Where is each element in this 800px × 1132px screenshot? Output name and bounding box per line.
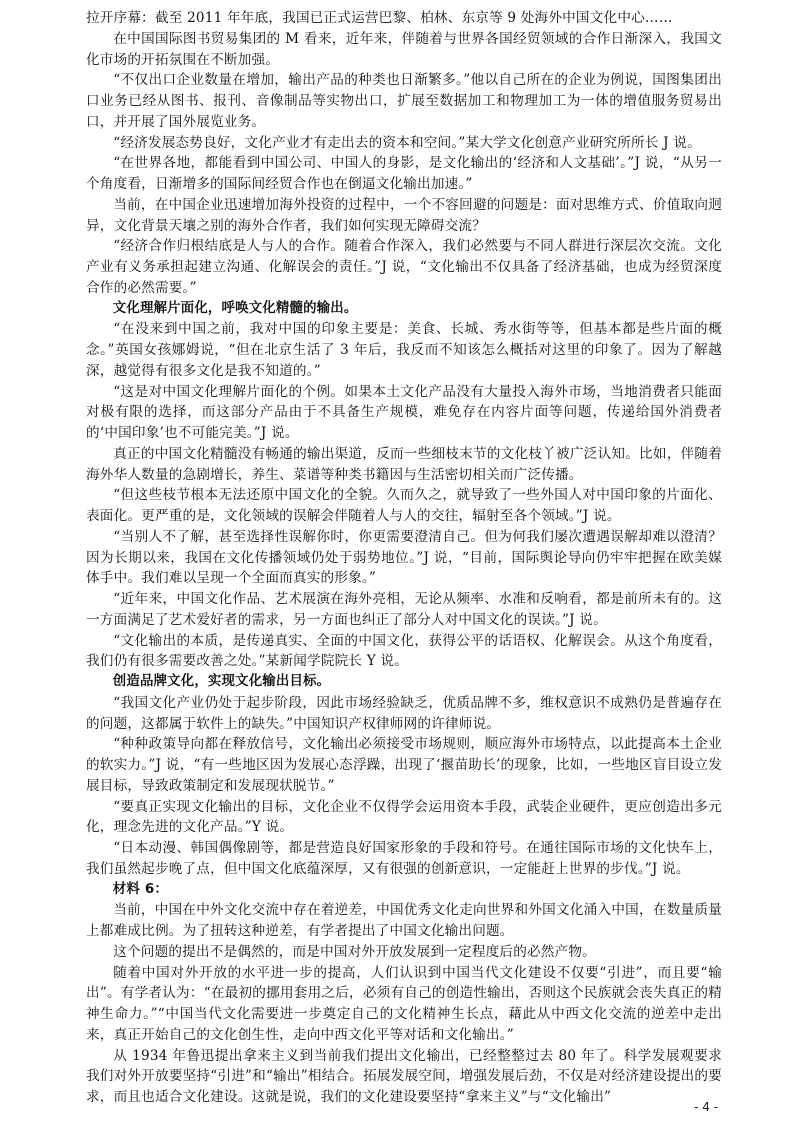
page-number: - 4 - bbox=[694, 1100, 718, 1114]
paragraph: “这是对中国文化理解片面化的个例。如果本土文化产品没有大量投入海外市场，当地消费者只能面对极有限的选择，而这部分产品由于不具备生产规模，难免存在内容片面等问题，传递给国外消费者的‘中国印象’也不可能完美。”J 说。 bbox=[86, 383, 722, 441]
paragraph: “在世界各地，都能看到中国公司、中国人的身影，是文化输出的‘经济和人文基础’。”J 说，“从另一个角度看，日渐增多的国际间经贸合作也在倒逼文化输出加速。” bbox=[86, 155, 722, 192]
paragraph: 真正的中国文化精髓没有畅通的输出渠道，反而一些细枝末节的文化枝丫被广泛认知。比如，伴随着海外华人数量的急剧增长，养生、菜谱等种类书籍因与生活密切相关而广泛传播。 bbox=[86, 445, 722, 483]
paragraph: “种种政策导向都在释放信号，文化输出必须接受市场规则，顺应海外市场特点，以此提高本土企业的软实力。”J 说，“有一些地区因为发展心态浮躁，出现了‘揠苗助长’的现象，比如，一些地区盲目设立发展目标，导致政策制定和发展现状脱节。” bbox=[86, 736, 722, 794]
paragraph: 当前，在中国企业迅速增加海外投资的过程中，一个不容回避的问题是：面对思维方式、价值取向迥异，文化背景天壤之别的海外合作者，我们如何实现无障碍交流？ bbox=[86, 196, 722, 234]
paragraph: “不仅出口企业数量在增加，输出产品的种类也日渐繁多。”他以自己所在的企业为例说，国图集团出口业务已经从图书、报刊、音像制品等实物出口，扩展至数据加工和物理加工为一体的增值服务贸易出口，并开展了国外展览业务。 bbox=[86, 72, 722, 130]
paragraph: “近年来，中国文化作品、艺术展演在海外亮相，无论从频率、水准和反响看，都是前所未有的。这一方面满足了艺术爱好者的需求，另一方面也纠正了部分人对中国文化的误读。”J 说。 bbox=[86, 591, 722, 628]
section-heading: 材料 6： bbox=[112, 881, 168, 897]
paragraph: “要真正实现文化输出的目标，文化企业不仅得学会运用资本手段，武装企业硬件，更应创造出多元化，理念先进的文化产品。”Y 说。 bbox=[86, 798, 722, 836]
paragraph: “经济发展态势良好，文化产业才有走出去的资本和空间。”某大学文化创意产业研究所所长 J 说。 bbox=[113, 134, 701, 151]
paragraph-continued: 拉开序幕：截至 2011 年年底，我国已正式运营巴黎、柏林、东京等 9 处海外中国文化中心…… bbox=[86, 10, 673, 26]
paragraph: 在中国国际图书贸易集团的 M 看来，近年来，伴随着与世界各国经贸领域的合作日渐深入，我国文化市场的开拓氛围在不断加强。 bbox=[86, 30, 722, 68]
paragraph: “当别人不了解，甚至选择性误解你时，你更需要澄清自己。但为何我们屡次遭遇误解却难以澄清？因为长期以来，我国在文化传播领域仍处于弱势地位。”J 说，“目前，国际舆论导向仍牢牢把握在欧美媒体手中。我们难以呈现一个全面而真实的形象。” bbox=[86, 528, 722, 587]
paragraph: 从 1934 年鲁迅提出拿来主义到当前我们提出文化输出，已经整整过去 80 年了。科学发展观要求我们对外开放要坚持“引进”和“输出”相结合。拓展发展空间，增强发展后劲，不仅是对经济建设提出的要求，而且也适合文化建设。这就是说，我们的文化建设要坚持“拿来主义”与“文化输出” bbox=[86, 1047, 722, 1105]
paragraph: 随着中国对外开放的水平进一步的提高，人们认识到中国当代文化建设不仅要“引进”，而且要“输出”。有学者认为：“在最初的挪用套用之后，必须有自己的创造性输出，否则这个民族就会丧失真正的精神生命力。”“中国当代文化需要进一步奠定自己的文化精神生长点，藉此从中西文化交流的逆差中走出来，真正开始自己的文化创生性，走向中西文化平等对话和文化输出。” bbox=[86, 964, 722, 1043]
paragraph: “我国文化产业仍处于起步阶段，因此市场经验缺乏，优质品牌不多，维权意识不成熟仍是普遍存在的问题，这都属于软件上的缺失。”中国知识产权律师网的许律师说。 bbox=[86, 694, 722, 732]
article-body bbox=[86, 8, 722, 1108]
paragraph: “在没来到中国之前，我对中国的印象主要是：美食、长城、秀水街等等，但基本都是些片面的概念。”英国女孩娜姆说，“但在北京生活了 3 年后，我反而不知该怎么概括对这里的印象了。因为了解越深，越觉得有很多文化是我不知道的。” bbox=[86, 321, 722, 379]
paragraph: “经济合作归根结底是人与人的合作。随着合作深入，我们必然要与不同人群进行深层次交流。文化产业有义务承担起建立沟通、化解误会的责任。”J 说，“文化输出不仅具备了经济基础，也成为经贸深度合作的必然需要。” bbox=[86, 238, 722, 296]
paragraph: 当前，中国在中外文化交流中存在着逆差，中国优秀文化走向世界和外国文化涌入中国，在数量质量上都难成比例。为了扭转这种逆差，有学者提出了中国文化输出问题。 bbox=[86, 902, 722, 939]
paragraph: “日本动漫、韩国偶像剧等，都是营造良好国家形象的手段和符号。在通往国际市场的文化快车上，我们虽然起步晚了点，但中国文化底蕴深厚，又有很强的创新意识，一定能赶上世界的步伐。”J 说。 bbox=[86, 840, 722, 877]
paragraph: “文化输出的本质，是传递真实、全面的中国文化，获得公平的话语权、化解误会。从这个角度看，我们仍有很多需要改善之处。”某新闻学院院长 Y 说。 bbox=[86, 632, 722, 670]
paragraph: 这个问题的提出不是偶然的，而是中国对外开放发展到一定程度后的必然产物。 bbox=[113, 943, 596, 960]
section-heading: 创造品牌文化，实现文化输出目标。 bbox=[112, 674, 331, 689]
section-heading: 文化理解片面化，呼唤文化精髓的输出。 bbox=[112, 300, 358, 316]
paragraph: “但这些枝节根本无法还原中国文化的全貌。久而久之，就导致了一些外国人对中国印象的片面化、表面化。更严重的是，文化领域的误解会伴随着人与人的交往，辐射至各个领域。”J 说。 bbox=[86, 487, 722, 524]
